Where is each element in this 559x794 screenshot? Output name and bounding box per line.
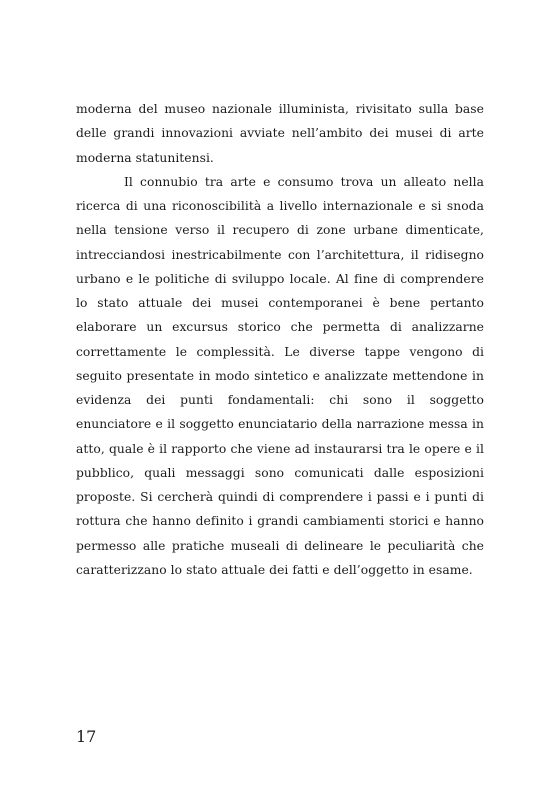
body-text [76,97,484,582]
page-number: 17 [76,727,97,746]
paragraph-continuation: moderna del museo nazionale illuminista, rivisitato sulla base delle grandi innovazioni avviate nell’ambito dei musei di arte moderna statunitensi. [76,102,484,165]
paragraph-main: Il connubio tra arte e consumo trova un alleato nella ricerca di una riconoscibilità a livello internazionale e si snoda nella tensione verso il recupero di zone urbane dimenticate, intrecciandosi inestricabilmente con l’architettura, il ridisegno urbano e le politiche di sviluppo locale. Al fine di comprendere lo stato attuale dei musei contemporanei è bene pertanto elaborare un excursus storico che permetta di analizzarne correttamente le complessità. Le diverse tappe vengono di seguito presentate in modo sintetico e analizzate mettendone in evidenza dei punti fondamentali: chi sono il soggetto enunciatore e il soggetto enunciatario della narrazione messa in atto, quale è il rapporto che viene ad instaurarsi tra le opere e il pubblico, quali messaggi sono comunicati dalle esposizioni proposte. Si cercherà quindi di comprendere i passi e i punti di rottura che hanno definito i grandi cambiamenti storici e hanno permesso alle pratiche museali di delineare le peculiarità che caratterizzano lo stato attuale dei fatti e dell’oggetto in esame. [76,174,484,577]
